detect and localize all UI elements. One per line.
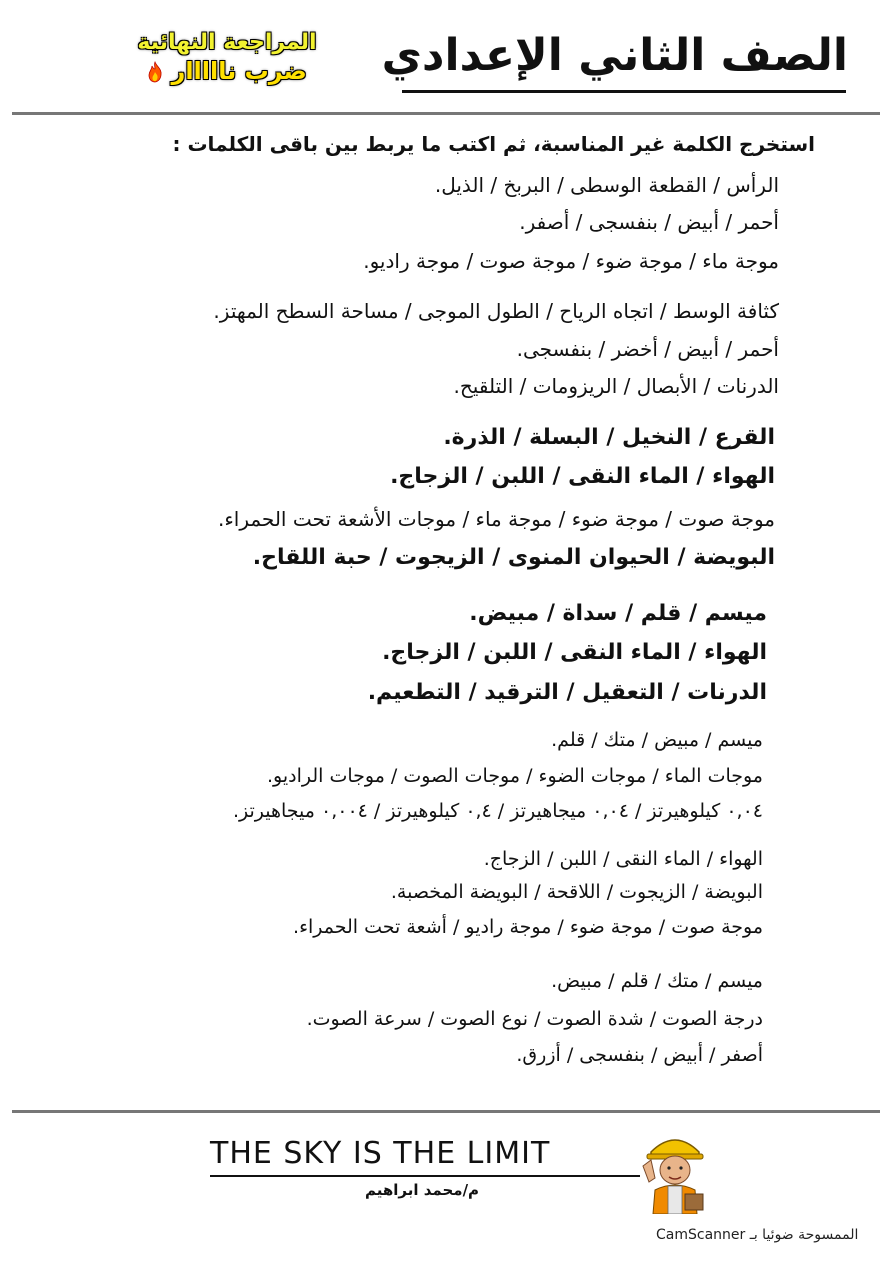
question-item: كثافة الوسط / اتجاه الرياح / الطول الموجى / مساحة السطح المهتز. [213,299,779,323]
question-item: الهواء / الماء النقى / اللبن / الزجاج. [390,464,775,489]
question-item: أحمر / أبيض / أخضر / بنفسجى. [516,337,779,361]
instruction-heading: استخرج الكلمة غير المناسبة، ثم اكتب ما يربط بين باقى الكلمات : [172,132,815,156]
engineer-mascot-icon [635,1122,715,1214]
question-item: الهواء / الماء النقى / اللبن / الزجاج. [382,640,767,665]
question-item: الدرنات / التعقيل / الترقيد / التطعيم. [367,680,767,705]
question-item: ٠,٠٤ كيلوهيرتز / ٠,٠٤ ميجاهيرتز / ٠,٤ كيلوهيرتز / ٠,٠٠٤ ميجاهيرتز. [232,800,763,822]
question-item: البويضة / الحيوان المنوى / الزيجوت / حبة اللقاح. [252,545,775,570]
camscanner-watermark: الممسوحة ضوئيا بـ CamScanner [656,1227,859,1243]
question-item: موجة صوت / موجة ضوء / موجة راديو / أشعة تحت الحمراء. [293,916,763,938]
question-item: الرأس / القطعة الوسطى / البربخ / الذيل. [434,173,779,197]
question-item: الهواء / الماء النقى / اللبن / الزجاج. [483,848,763,870]
question-item: البويضة / الزيجوت / اللاقحة / البويضة المخصبة. [390,881,763,903]
question-item: القرع / النخيل / البسلة / الذرة. [443,425,775,450]
question-item: درجة الصوت / شدة الصوت / نوع الصوت / سرعة الصوت. [306,1008,763,1030]
badge-line-2-wrap [133,57,321,85]
question-item: ميسم / مبيض / متك / قلم. [551,729,763,751]
motto-underline [210,1175,640,1177]
badge-line-2: ضرب نااااار [171,57,307,85]
question-item: أصفر / أبيض / بنفسجى / أزرق. [516,1044,763,1066]
question-item: الدرنات / الأبصال / الريزومات / التلقيح. [453,374,779,398]
question-item: موجة ماء / موجة ضوء / موجة صوت / موجة راديو. [363,249,779,273]
motto-text: THE SKY IS THE LIMIT [210,1136,551,1171]
title-underline [402,90,846,93]
final-review-badge [133,30,321,98]
page-title: الصف الثاني الإعدادي [381,30,848,81]
badge-line-1: المراجعة النهائية [137,30,317,55]
question-item: أحمر / أبيض / بنفسجى / أصفر. [519,210,779,234]
fire-icon [147,61,163,83]
footer-divider [12,1110,880,1113]
question-item: موجة صوت / موجة ضوء / موجة ماء / موجات الأشعة تحت الحمراء. [218,507,775,531]
header-divider [12,112,880,115]
question-item: ميسم / متك / قلم / مبيض. [551,970,763,992]
question-item: ميسم / قلم / سداة / مبيض. [469,601,767,626]
author-name: م/محمد ابراهيم [365,1181,480,1199]
question-item: موجات الماء / موجات الضوء / موجات الصوت / موجات الراديو. [266,765,763,787]
